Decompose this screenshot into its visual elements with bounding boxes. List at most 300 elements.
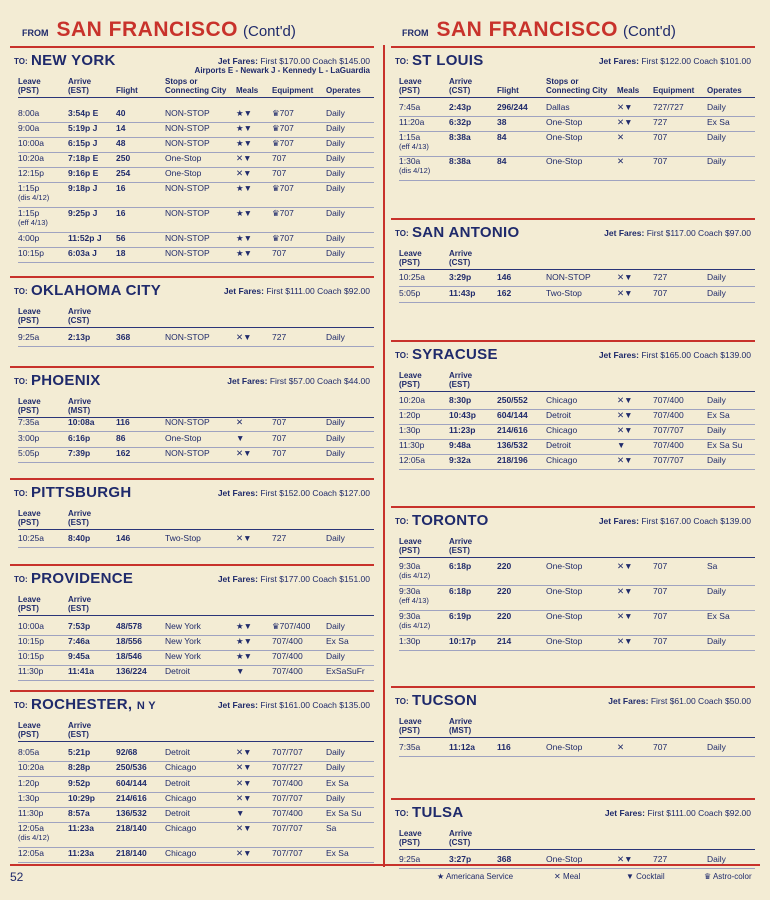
operates: Ex Sa [707,410,730,420]
legend-meal [554,872,580,881]
leave-time: 10:15p [18,636,44,646]
operates: Daily [326,533,345,543]
leave-time: 9:30a [399,561,421,571]
page-header-right [402,18,676,48]
operates: Sa [707,561,718,571]
destination-section-toronto [391,506,755,688]
destination-name [412,804,464,821]
destination-state: N Y [136,700,156,712]
equipment: 707 [272,433,287,443]
stops: Chicago [165,823,197,833]
meals: ✕▼ [617,117,633,127]
leave-time: 10:15p [18,248,44,258]
jet-fares [604,228,751,238]
column-header: (PST) [399,380,420,389]
leave-time: 9:30a [399,586,421,596]
flight-number: 162 [116,448,131,458]
jet-fares-label: Jet Fares: [217,574,258,584]
arrive-time: 9:18p J [68,183,98,193]
header-underline [18,327,374,328]
effective-note: (eff 4/13) [399,596,429,605]
flight-number: 16 [116,208,126,218]
column-header: Arrive [68,721,92,730]
operates: Daily [326,332,345,342]
effective-note: (dis 4/12) [399,571,431,580]
operates: Daily [326,168,345,178]
arrive-time: 6:18p [449,586,472,596]
flight-number: 38 [497,117,507,127]
operates: Daily [326,762,345,772]
column-header: (PST) [399,838,420,847]
jet-fares [608,696,751,706]
flight-number: 48/578 [116,621,142,631]
bottom-rule [10,864,760,866]
arrive-time: 2:13p [68,332,91,342]
to-label: TO: [14,701,28,710]
operates: Ex Sa [707,117,730,127]
destination-header [391,508,755,530]
meals: ✕▼ [617,636,633,646]
destination-name-text: ST LOUIS [412,52,484,69]
arrive-time: 8:30p [449,395,472,405]
jet-fares [218,700,370,710]
flight-number: 92/68 [116,747,138,757]
meals: ▼ [617,440,626,450]
column-header: Arrive [68,77,92,86]
operates: Daily [707,854,726,864]
jet-fares [218,56,370,66]
operates: Daily [326,153,345,163]
meals: ✕▼ [236,533,252,543]
arrive-time: 8:57a [68,808,90,818]
column-header: (EST) [449,546,470,555]
flight-number: 604/144 [116,778,147,788]
equipment: 707 [653,561,668,571]
flight-number: 250/552 [497,395,528,405]
destination-section-syracuse [391,340,755,508]
origin-city: SAN FRANCISCO [56,18,239,41]
destination-name [31,484,132,501]
column-header: Leave [399,249,422,258]
legend-astrocolor [704,872,752,881]
row-rule [399,868,755,869]
operates: Daily [707,742,726,752]
row-rule [18,431,374,432]
effective-note: (dis 4/12) [399,166,431,175]
column-header: (CST) [68,316,90,325]
leave-time: 1:30p [18,793,40,803]
effective-note: (eff 4/13) [399,142,429,151]
jet-fares-value: First $111.00 Coach $92.00 [266,286,370,296]
destination-name [412,224,519,241]
destination-name-text: SYRACUSE [412,346,498,363]
stops: NON-STOP [165,332,210,342]
row-rule [18,776,374,777]
destination-name [31,372,101,389]
column-header: Leave [18,595,41,604]
arrive-time: 3:27p [449,854,472,864]
column-header: (PST) [18,316,39,325]
flight-number: 136/532 [116,808,147,818]
column-header: Arrive [449,829,473,838]
stops: Detroit [165,747,191,757]
equipment: 707 [653,132,668,142]
legend-cocktail [626,872,665,881]
meals: ✕▼ [617,288,633,298]
leave-time: 7:45a [399,102,421,112]
destination-section-oklahoma-city [10,276,374,368]
arrive-time: 8:38a [449,132,471,142]
equipment: 707/707 [272,823,303,833]
leave-time: 1:30p [399,636,421,646]
column-header: Leave [18,77,41,86]
stops: Chicago [165,793,197,803]
meals: ✕▼ [236,153,252,163]
to-label: TO: [14,489,28,498]
arrive-time: 5:21p [68,747,91,757]
column-header: Arrive [68,509,92,518]
column-header: (PST) [18,406,39,415]
leave-time: 9:25a [399,854,421,864]
jet-fares [599,516,751,526]
column-header: (PST) [18,518,39,527]
stops: NON-STOP [165,123,210,133]
stops: Chicago [546,395,578,405]
leave-time: 10:20a [18,153,44,163]
jet-fares [605,808,751,818]
leave-time: 10:00a [18,138,44,148]
destination-name [31,570,133,587]
flight-number: 40 [116,108,126,118]
meals: ✕▼ [617,410,633,420]
leave-time: 7:35a [399,742,421,752]
arrive-time: 10:17p [449,636,476,646]
stops: One-Stop [546,854,583,864]
flight-number: 48 [116,138,126,148]
jet-fares-value: First $161.00 Coach $135.00 [260,700,370,710]
operates: Daily [707,288,726,298]
destination-name [412,692,477,709]
meals: ★▼ [236,183,253,193]
column-header: (EST) [68,518,89,527]
equipment: 707 [272,153,287,163]
column-header: Equipment [653,86,695,95]
leave-time: 3:00p [18,433,40,443]
column-header: Flight [497,86,519,95]
to-label: TO: [395,809,409,818]
destination-header [10,368,374,390]
leave-time: 9:00a [18,123,40,133]
leave-time: 1:20p [399,410,421,420]
destination-header [10,278,374,300]
operates: Ex Sa [707,611,730,621]
column-header: (PST) [399,726,420,735]
row-rule [399,650,755,651]
meals: ✕▼ [236,762,252,772]
flight-number: 368 [116,332,131,342]
row-rule [399,286,755,287]
arrive-time: 6:18p [449,561,472,571]
meals: ★▼ [236,636,253,646]
destination-section-providence [10,564,374,692]
column-header: Meals [236,86,259,95]
page-number: 52 [10,870,24,884]
arrive-time: 9:48a [449,440,471,450]
destination-name [412,52,484,69]
astro-color-icon: ♛ [704,872,712,881]
operates: Daily [707,132,726,142]
leave-time: 10:25a [18,533,44,543]
equipment: 707/707 [272,747,303,757]
column-header: Arrive [449,371,473,380]
effective-note: (dis 4/12) [18,193,50,202]
arrive-time: 6:03a J [68,248,97,258]
stops: Dallas [546,102,570,112]
equipment: 707 [653,742,668,752]
arrive-time: 11:41a [68,666,94,676]
leave-time: 1:20p [18,778,40,788]
equipment: 707/400 [272,636,303,646]
destination-header [391,800,755,822]
leave-time: 10:25a [399,272,425,282]
stops: New York [165,621,201,631]
row-rule [18,862,374,863]
jet-fares-value: First $61.00 Coach $50.00 [650,696,751,706]
row-rule [18,680,374,681]
destination-name-text: TULSA [412,804,464,821]
arrive-time: 11:12a [449,742,475,752]
column-header: Arrive [68,595,92,604]
arrive-time: 6:32p [449,117,472,127]
column-header: (PST) [399,86,420,95]
stops: One-Stop [546,561,583,571]
to-label: TO: [395,351,409,360]
column-header: Leave [399,829,422,838]
meals: ★▼ [236,621,253,631]
from-label: FROM [22,28,49,38]
stops: NON-STOP [165,108,210,118]
equipment: 707 [653,288,668,298]
equipment: 707/707 [272,848,303,858]
arrive-time: 3:29p [449,272,472,282]
leave-time: 1:30p [399,425,421,435]
column-header: (PST) [18,604,39,613]
arrive-time: 7:53p [68,621,91,631]
column-header: (CST) [449,258,471,267]
arrive-time: 7:46a [68,636,90,646]
stops: One-Stop [546,636,583,646]
meals: ✕▼ [617,395,633,405]
destination-name-text: TORONTO [412,512,489,529]
leave-time: 9:25a [18,332,40,342]
flight-number: 250/536 [116,762,147,772]
leave-time: 10:15p [18,651,44,661]
column-header: Arrive [449,249,473,258]
flight-number: 220 [497,586,512,596]
jet-fares [218,574,370,584]
stops: One-Stop [546,117,583,127]
legend-label: Astro-color [712,872,752,881]
column-header: Meals [617,86,640,95]
column-header: Arrive [449,537,473,546]
meals: ✕▼ [236,448,252,458]
stops: One-Stop [165,168,202,178]
destination-name [31,52,116,69]
flight-number: 18/546 [116,651,142,661]
arrive-time: 10:43p [449,410,476,420]
stops: NON-STOP [165,208,210,218]
operates: Daily [326,651,345,661]
flight-number: 162 [497,288,512,298]
column-header: Leave [399,77,422,86]
flight-number: 14 [116,123,126,133]
jet-fares-label: Jet Fares: [598,350,639,360]
meals: ✕▼ [236,332,252,342]
arrive-time: 7:18p E [68,153,99,163]
arrive-time: 2:43p [449,102,472,112]
destination-header [10,566,374,588]
stops: New York [165,651,201,661]
flight-number: 218/140 [116,848,147,858]
header-underline [399,737,755,738]
from-label: FROM [402,28,429,38]
operates: ExSaSuFr [326,666,365,676]
column-header: (MST) [68,406,91,415]
stops: One-Stop [546,156,583,166]
operates: Daily [326,183,345,193]
leave-time: 10:20a [399,395,425,405]
meals: ✕▼ [617,611,633,621]
flight-number: 86 [116,433,126,443]
equipment: ♛707 [272,108,294,118]
stops: Two-Stop [165,533,201,543]
column-header: (EST) [68,604,89,613]
flight-number: 18 [116,248,126,258]
column-header: Leave [18,307,41,316]
jet-fares-value: First $177.00 Coach $151.00 [260,574,370,584]
arrive-time: 11:23p [449,425,476,435]
equipment: 707/400 [272,778,303,788]
flight-number: 220 [497,561,512,571]
equipment: 707/400 [653,440,684,450]
destination-section-tucson [391,686,755,800]
arrive-time: 11:23a [68,848,94,858]
column-header: (PST) [399,546,420,555]
destination-section-phoenix [10,366,374,480]
column-header: Leave [18,721,41,730]
arrive-time: 11:23a [68,823,94,833]
equipment: 727 [272,533,287,543]
column-header: Equipment [272,86,314,95]
arrive-time: 8:28p [68,762,91,772]
leave-time: 11:20a [399,117,425,127]
flight-number: 84 [497,156,507,166]
equipment: 707 [272,168,287,178]
destination-name [31,696,156,713]
to-label: TO: [14,377,28,386]
arrive-time: 9:25p J [68,208,98,218]
operates: Daily [326,108,345,118]
stops: Chicago [165,848,197,858]
equipment: 707 [653,156,668,166]
to-label: TO: [395,517,409,526]
flight-number: 18/556 [116,636,142,646]
flight-number: 84 [497,132,507,142]
arrive-time: 6:16p [68,433,91,443]
operates: Daily [326,208,345,218]
leave-time: 11:30p [399,440,425,450]
stops: NON-STOP [165,138,210,148]
operates: Daily [326,138,345,148]
operates: Daily [326,233,345,243]
effective-note: (dis 4/12) [399,621,431,630]
equipment: 707 [653,611,668,621]
jet-fares-label: Jet Fares: [608,696,649,706]
meals: ▼ [236,433,245,443]
leave-time: 5:05p [18,448,40,458]
page-header-left [22,18,296,48]
leave-time: 12:05a [399,455,425,465]
operates: Daily [707,425,726,435]
flight-number: 218/196 [497,455,528,465]
flight-number: 116 [116,417,130,427]
flight-number: 250 [116,153,131,163]
operates: Ex Sa [326,848,349,858]
row-rule [399,756,755,757]
stops: One-Stop [546,611,583,621]
jet-fares-value: First $167.00 Coach $139.00 [641,516,751,526]
effective-note: (eff 4/13) [18,218,48,227]
flight-number: 136/532 [497,440,528,450]
column-header: (PST) [399,258,420,267]
operates: Sa [326,823,337,833]
meal-icon: ✕ [554,872,561,881]
leave-time: 5:05p [399,288,421,298]
column-header: Arrive [449,717,473,726]
arrive-time: 6:15p J [68,138,98,148]
meals: ✕▼ [617,455,633,465]
flight-number: 214/616 [497,425,528,435]
destination-name [412,512,489,529]
arrive-time: 10:08a [68,417,95,427]
destination-name-text: SAN ANTONIO [412,224,520,241]
jet-fares-value: First $170.00 Coach $145.00 [260,56,370,66]
destination-name-text: PROVIDENCE [31,570,134,587]
row-rule [399,469,755,470]
column-header: (CST) [449,838,471,847]
operates: Daily [326,123,345,133]
header-underline [399,849,755,850]
column-header: Leave [18,397,41,406]
cocktail-icon: ▼ [626,872,634,881]
equipment: 707/400 [272,808,303,818]
jet-fares-value: First $152.00 Coach $127.00 [260,488,370,498]
stops: Chicago [165,762,197,772]
header-underline [18,741,374,742]
to-label: TO: [14,287,28,296]
jet-fares [227,376,370,386]
destination-name-text: OKLAHOMA CITY [31,282,162,299]
equipment: 727/727 [653,102,684,112]
leave-time: 9:30a [399,611,421,621]
equipment: 727 [653,854,668,864]
flight-number: 16 [116,183,126,193]
row-rule [18,462,374,463]
header-underline [18,615,374,616]
leave-time: 10:20a [18,762,44,772]
meals: ★▼ [236,208,253,218]
legend-label: Americana Service [445,872,514,881]
